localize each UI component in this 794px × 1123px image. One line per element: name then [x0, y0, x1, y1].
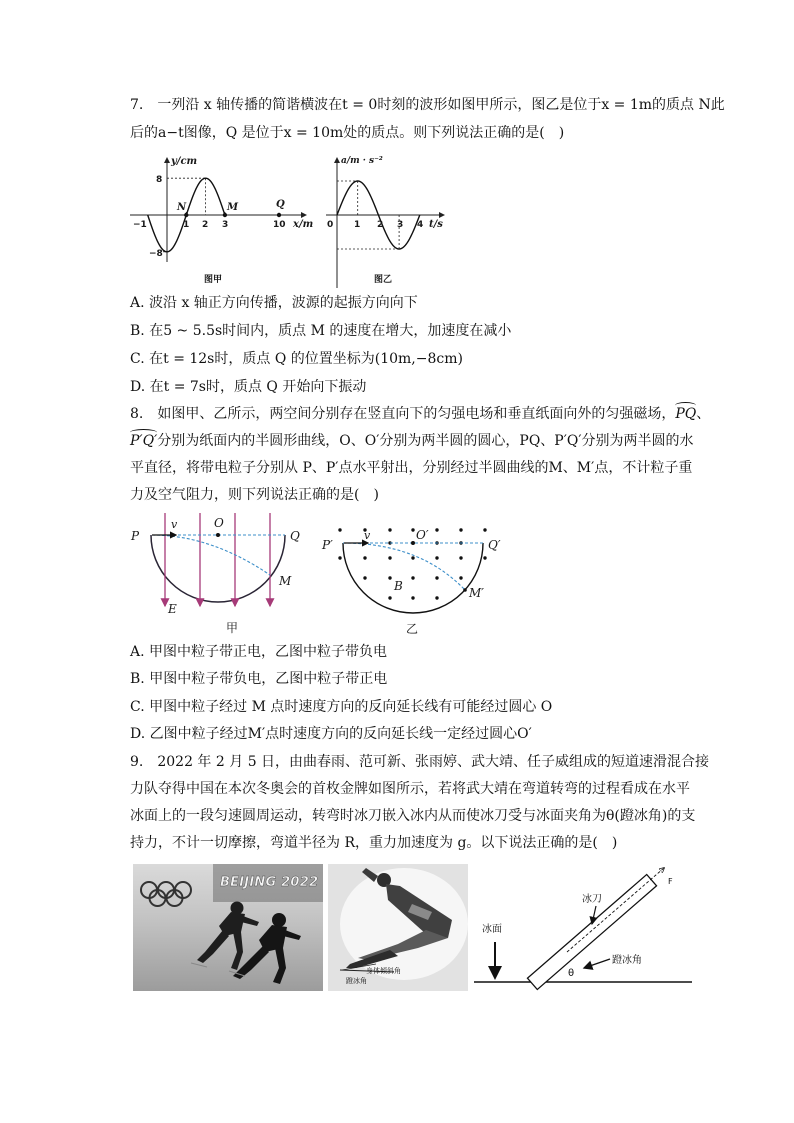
point-m: [223, 213, 227, 217]
label-p: P: [131, 529, 140, 543]
q9-stem-line-4: 持力，不计一切摩擦，弯道半径为 R，重力加速度为 g。以下说法正确的是( ): [130, 835, 618, 851]
tick-label-1: 1: [183, 220, 190, 230]
magnetic-field-dot: [459, 576, 462, 579]
magnetic-field-dot: [388, 556, 391, 559]
point-m-prime: [463, 588, 467, 592]
force-label: F: [668, 877, 673, 886]
ice-surface-label: 冰面: [482, 924, 502, 935]
magnetic-field-dot: [483, 556, 486, 559]
magnetic-field-dot: [411, 528, 414, 531]
q9-stem-line-3: 冰面上的一段匀速圆周运动，转弯时冰刀嵌入冰内从而使冰刀受与冰面夹角为θ(蹬冰角)的支: [130, 808, 696, 824]
q8-stem-line-2: [130, 431, 694, 451]
tick-label-4: 4: [417, 220, 424, 230]
magnetic-field-dot: [435, 576, 438, 579]
magnetic-field-dot: [388, 528, 391, 531]
label-v: v: [364, 529, 371, 542]
center-o: [216, 533, 220, 537]
label-b: B: [394, 579, 403, 593]
body-angle-label: 身体倾斜角: [366, 967, 401, 975]
figure-caption: 甲: [226, 621, 239, 635]
magnetic-field-dot: [388, 596, 391, 599]
magnetic-field-dot: [363, 576, 366, 579]
tick-label-0: 0: [327, 220, 334, 230]
push-angle-label: 蹬冰角: [612, 955, 642, 966]
q7-wave-graph: [128, 148, 313, 288]
arc-pq: PQ: [675, 406, 697, 422]
q7-option-c: C. 在t = 12s时，质点 Q 的位置坐标为(10m,−8cm): [130, 351, 463, 367]
q7-option-b: B. 在5 ~ 5.5s时间内，质点 M 的速度在增大，加速度在减小: [130, 323, 512, 339]
tick-label-2: 2: [377, 220, 384, 230]
q8-option-d: D. 乙图中粒子经过M′点时速度方向的反向延长线一定经过圆心O′: [130, 726, 532, 742]
tick-label-3: 3: [397, 220, 404, 230]
center-o-prime: [411, 541, 415, 545]
trajectory-curve: [343, 543, 465, 590]
q8-stem-line-3: 平直径，将带电粒子分别从 P、P′点水平射出，分别经过半圆曲线的M、M′点，不计粒子重: [130, 460, 693, 476]
semicircle-pq: [151, 535, 285, 602]
q8-electric-field-figure: [128, 508, 310, 636]
magnetic-field-dot: [483, 528, 486, 531]
tick-label-10: 10: [273, 220, 286, 230]
t-axis-label: t/s: [429, 219, 443, 230]
q7-stem-line-1: 7. 一列沿 x 轴传播的简谐横波在t = 0时刻的波形如图甲所示，图乙是位于x = 1m的质点 N此: [130, 97, 725, 113]
magnetic-field-dot: [459, 556, 462, 559]
a-axis-label: a/m · s⁻²: [341, 156, 383, 166]
magnetic-field-dot: [338, 556, 341, 559]
theta-label: θ: [568, 968, 575, 979]
magnetic-field-dot: [459, 528, 462, 531]
label-m: M: [279, 574, 292, 588]
tick-label-3: 3: [222, 220, 229, 230]
blade-force-diagram: [472, 862, 694, 992]
magnetic-field-dot: [363, 556, 366, 559]
q8-stem-line-4: 力及空气阻力，则下列说法正确的是( ): [130, 487, 379, 503]
q8-stem-text: 、: [696, 406, 711, 422]
q7-stem-line-2: 后的a−t图像，Q 是位于x = 10m处的质点。则下列说法正确的是( ): [130, 125, 565, 141]
label-e: E: [168, 602, 177, 616]
magnetic-field-dot: [411, 596, 414, 599]
magnetic-field-dot: [435, 596, 438, 599]
label-p-prime: P′: [322, 538, 333, 552]
q9-stem-line-1: 9. 2022 年 2 月 5 日，由曲春雨、范可新、张雨婷、武大靖、任子威组成的短道速滑混合接: [130, 754, 710, 770]
push-angle-label: 蹬冰角: [346, 977, 367, 985]
magnetic-field-dot: [388, 576, 391, 579]
x-axis-label: x/m: [293, 219, 313, 230]
label-o: O: [214, 516, 224, 530]
label-q: Q: [290, 529, 300, 543]
magnetic-field-dot: [435, 556, 438, 559]
tick-label-2: 2: [202, 220, 209, 230]
q7-acceleration-graph: [322, 148, 452, 288]
magnetic-field-dot: [411, 576, 414, 579]
q8-stem-line-1: [130, 404, 710, 424]
magnetic-field-dot: [411, 556, 414, 559]
label-o-prime: O′: [416, 528, 429, 542]
tick-label-m1: −1: [133, 220, 147, 230]
q8-option-b: B. 甲图中粒子带负电，乙图中粒子带正电: [130, 671, 388, 687]
q7-option-d: D. 在t = 7s时，质点 Q 开始向下振动: [130, 379, 367, 395]
label-m-prime: M′: [469, 586, 485, 600]
figure-caption: 图乙: [374, 275, 393, 285]
y-axis-label: y/cm: [171, 156, 198, 167]
skater-lean-sketch: [328, 864, 468, 991]
point-q: [277, 213, 281, 217]
point-n-label: N: [177, 202, 187, 213]
magnetic-field-dot: [338, 528, 341, 531]
label-q-prime: Q′: [488, 538, 501, 552]
y-top-label: 8: [156, 175, 163, 185]
skaters-photo: [133, 864, 323, 991]
arc-p-prime-q-prime: P′Q′: [130, 433, 158, 449]
figure-caption: 图甲: [204, 275, 223, 285]
q8-stem-text: 分别为纸面内的半圆形曲线，O、O′分别为两半圆的圆心，PQ、P′Q′分别为两半圆的水: [157, 433, 694, 449]
q7-option-a: A. 波沿 x 轴正方向传播，波源的起振方向向下: [130, 295, 418, 311]
beijing-2022-banner: BEIJING 2022: [220, 875, 318, 890]
point-n: [184, 213, 188, 217]
y-bottom-label: −8: [149, 249, 163, 259]
magnetic-field-dot: [435, 528, 438, 531]
push-angle-pointer-arrow: [584, 959, 610, 968]
blade-label: 冰刀: [582, 894, 602, 905]
label-v: v: [171, 518, 178, 531]
q8-stem-text: 8. 如图甲、乙所示，两空间分别存在竖直向下的匀强电场和垂直纸面向外的匀强磁场，: [130, 406, 676, 422]
figure-caption: 乙: [406, 622, 419, 636]
q8-option-c: C. 甲图中粒子经过 M 点时速度方向的反向延长线有可能经过圆心 O: [130, 699, 553, 715]
trajectory-curve: [152, 535, 270, 575]
q8-magnetic-field-figure: [320, 512, 505, 636]
point-m-label: M: [227, 202, 239, 213]
q8-option-a: A. 甲图中粒子带正电，乙图中粒子带负电: [130, 644, 388, 660]
point-q-label: Q: [276, 199, 285, 210]
q9-stem-line-2: 力队夺得中国在本次冬奥会的首枚金牌如图所示，若将武大靖在弯道转弯的过程看成在水平: [130, 781, 690, 797]
tick-label-1: 1: [354, 220, 361, 230]
